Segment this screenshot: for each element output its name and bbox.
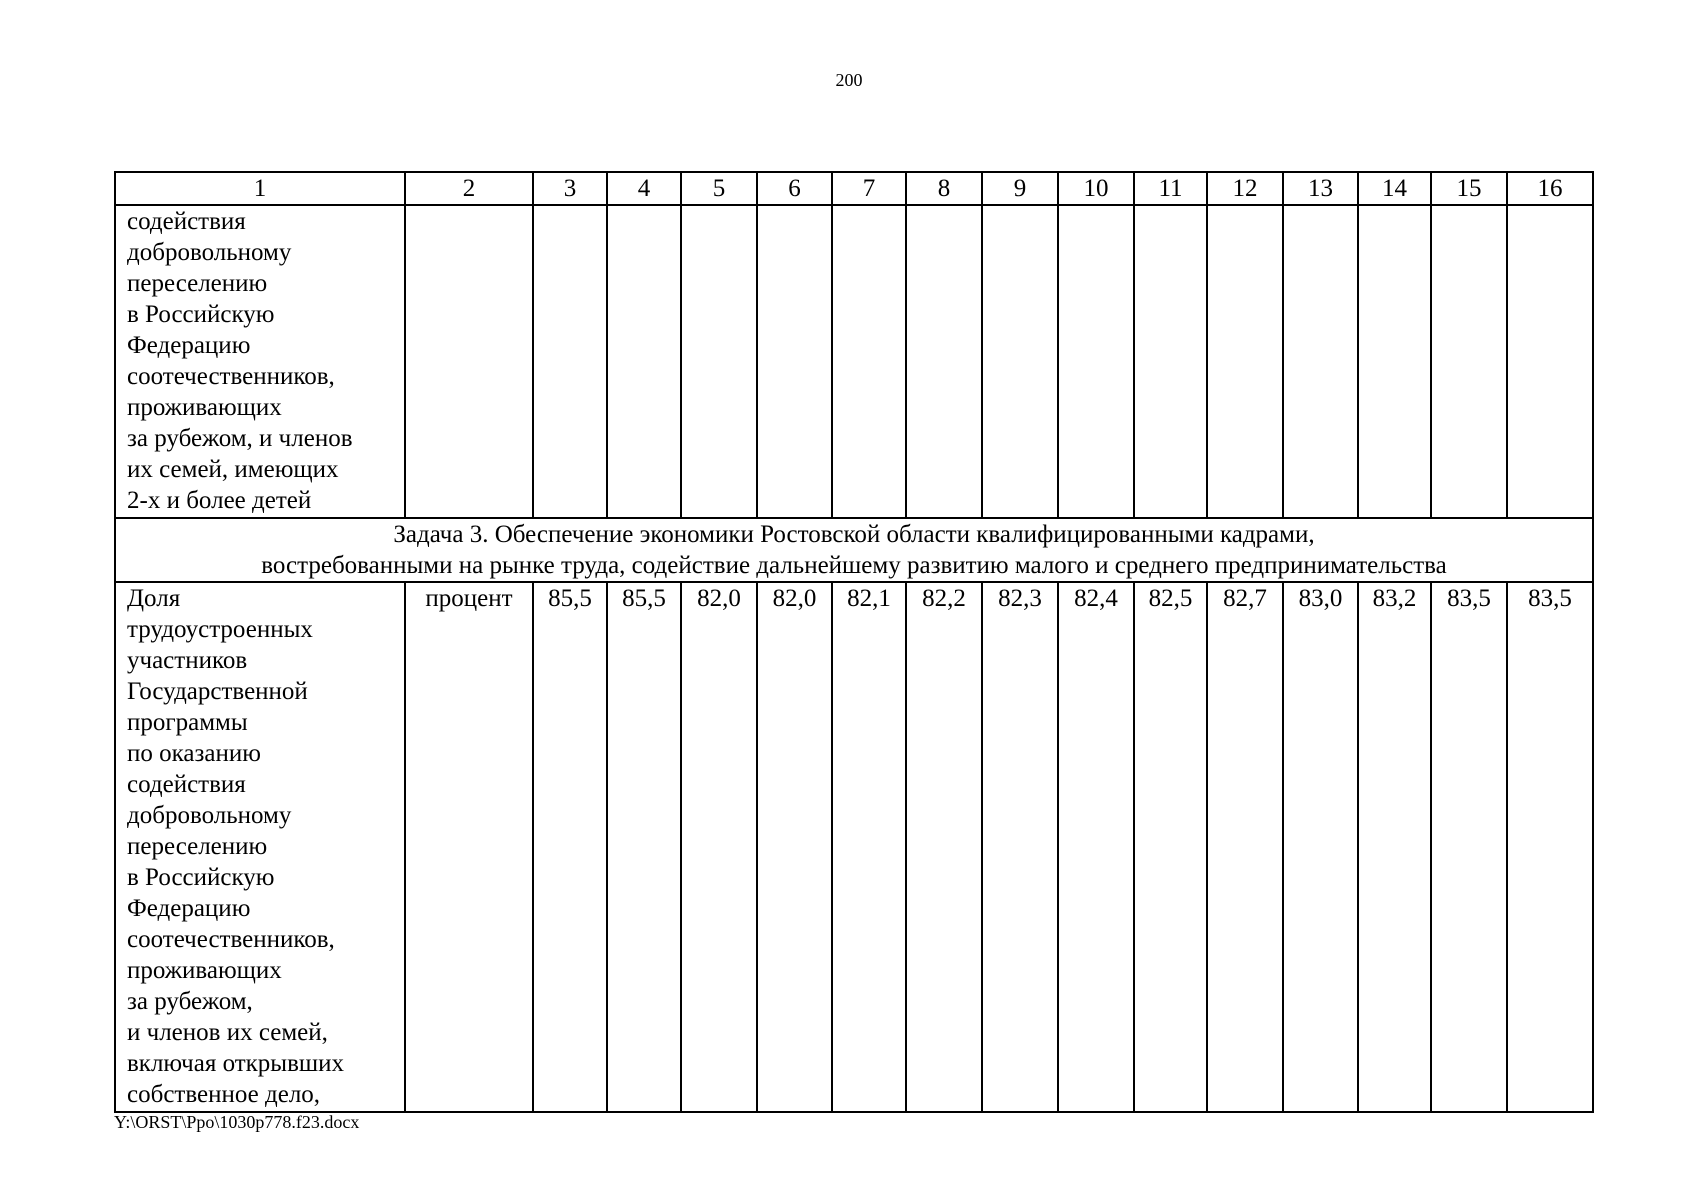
value-cell (1058, 205, 1134, 518)
table-row (115, 205, 1593, 518)
value-cell: 82,5 (1134, 582, 1207, 1112)
header-cell: 6 (757, 172, 832, 205)
indicator-name-cell: содействия добровольному переселению в Российскую Федерацию соотечественников, проживающих за рубежом, и членов их семей, имеющих 2-х и более детей (115, 205, 405, 518)
value-cell: 83,0 (1283, 582, 1358, 1112)
indicators-table (114, 171, 1594, 1113)
value-cell (1207, 205, 1283, 518)
value-cell (681, 205, 757, 518)
header-cell: 9 (982, 172, 1058, 205)
header-cell: 14 (1358, 172, 1431, 205)
page-number: 200 (835, 70, 863, 90)
value-cell: 82,3 (982, 582, 1058, 1112)
value-cell: 82,4 (1058, 582, 1134, 1112)
value-cell (1358, 205, 1431, 518)
value-cell: 82,0 (757, 582, 832, 1112)
value-cell (1134, 205, 1207, 518)
value-cell: 83,5 (1431, 582, 1507, 1112)
header-cell: 2 (405, 172, 533, 205)
value-cell: 85,5 (533, 582, 607, 1112)
value-cell (1431, 205, 1507, 518)
value-cell (533, 205, 607, 518)
header-cell: 15 (1431, 172, 1507, 205)
table-row (115, 582, 1593, 1112)
header-cell: 12 (1207, 172, 1283, 205)
header-cell: 4 (607, 172, 681, 205)
value-cell (982, 205, 1058, 518)
header-cell: 13 (1283, 172, 1358, 205)
unit-cell (405, 205, 533, 518)
header-cell: 16 (1507, 172, 1593, 205)
value-cell: 82,2 (906, 582, 982, 1112)
value-cell: 82,7 (1207, 582, 1283, 1112)
header-cell: 3 (533, 172, 607, 205)
header-cell: 1 (115, 172, 405, 205)
unit-cell: процент (405, 582, 533, 1112)
task-heading-cell: Задача 3. Обеспечение экономики Ростовской области квалифицированными кадрами, востребованными на рынке труда, содействие дальнейшему развитию малого и среднего предпринимательства (115, 518, 1593, 582)
header-cell: 5 (681, 172, 757, 205)
value-cell (1283, 205, 1358, 518)
footer-file-path: Y:\ORST\Ppo\1030p778.f23.docx (114, 1112, 360, 1132)
value-cell: 83,5 (1507, 582, 1593, 1112)
header-cell: 11 (1134, 172, 1207, 205)
value-cell: 82,1 (832, 582, 906, 1112)
value-cell (757, 205, 832, 518)
table-header-row (115, 172, 1593, 205)
value-cell: 83,2 (1358, 582, 1431, 1112)
indicator-name-cell: Доля трудоустроенных участников Государственной программы по оказанию содействия добровольному переселению в Российскую Федерацию соотечественников, проживающих за рубежом, и членов их семей, включая открывших собственное дело, (115, 582, 405, 1112)
value-cell (906, 205, 982, 518)
value-cell: 82,0 (681, 582, 757, 1112)
value-cell (607, 205, 681, 518)
header-cell: 7 (832, 172, 906, 205)
value-cell (1507, 205, 1593, 518)
value-cell (832, 205, 906, 518)
header-cell: 8 (906, 172, 982, 205)
header-cell: 10 (1058, 172, 1134, 205)
task-row (115, 518, 1593, 582)
value-cell: 85,5 (607, 582, 681, 1112)
